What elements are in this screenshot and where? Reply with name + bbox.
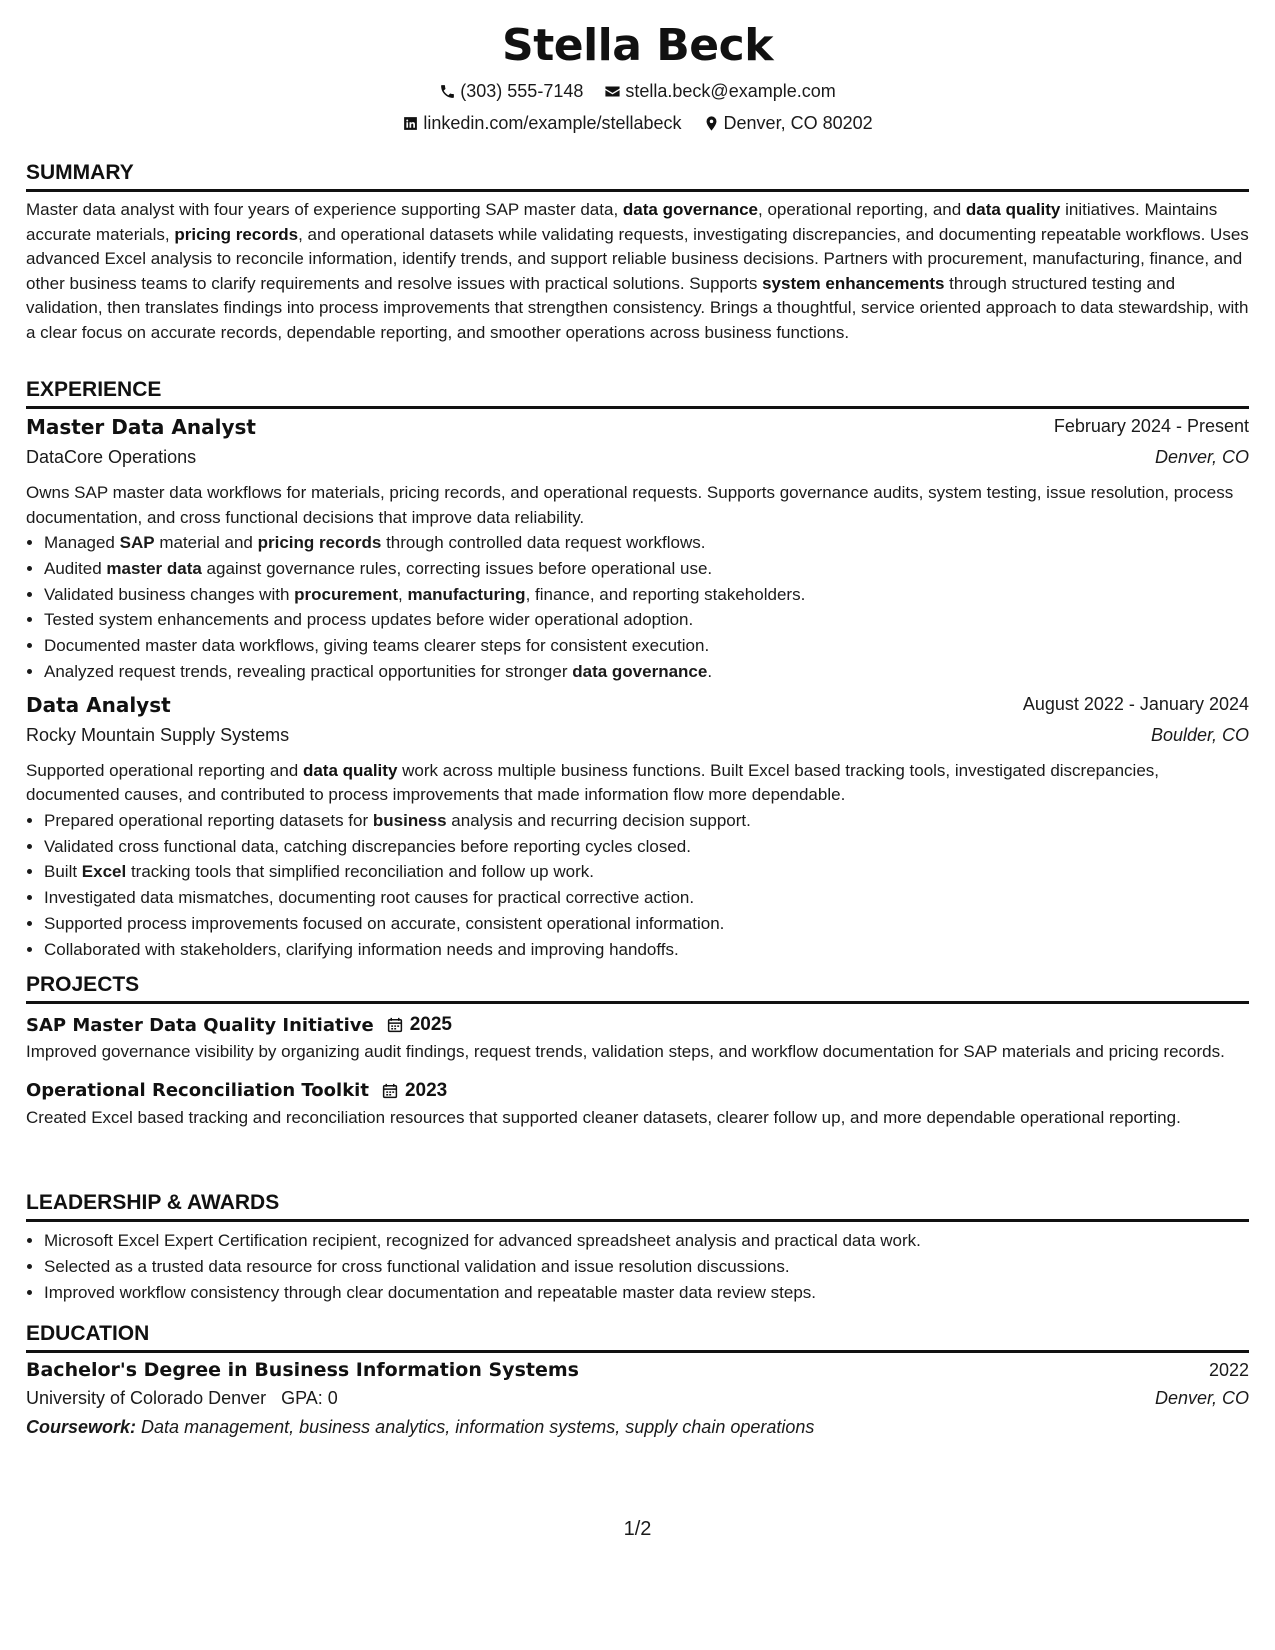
project-entry <box>26 1076 1249 1131</box>
text-segment: through controlled data request workflows. <box>381 533 706 552</box>
list-item <box>44 885 1249 911</box>
email-contact[interactable] <box>604 81 835 102</box>
section-title: EXPERIENCE <box>26 377 1249 409</box>
text-segment: tracking tools that simplified reconciliation and follow up work. <box>126 862 594 882</box>
bold-keyword: SAP <box>119 533 155 552</box>
project-entry <box>26 1010 1249 1065</box>
projects-section <box>26 972 1249 1130</box>
text-segment: material and <box>154 533 258 552</box>
text-segment: Supported operational reporting and <box>26 760 303 780</box>
job-location: Boulder, CO <box>1150 724 1249 745</box>
text-segment: Tested system enhancements and process updates before wider operational adoption. <box>44 610 694 630</box>
text-segment: against governance rules, correcting issues before operational use. <box>201 558 713 578</box>
text-segment: , operational reporting, and <box>758 200 966 219</box>
text-segment: Prepared operational reporting datasets for <box>44 810 373 830</box>
list-item <box>44 607 1249 633</box>
graduation-year: 2022 <box>1208 1360 1249 1380</box>
location-text: Denver, CO 80202 <box>723 113 873 133</box>
phone-icon <box>439 83 456 100</box>
coursework-label: Coursework: <box>26 1417 137 1437</box>
bold-keyword: pricing records <box>174 224 299 244</box>
job-description <box>26 759 1249 808</box>
map-pin-icon <box>703 115 720 132</box>
text-segment: Validated cross functional data, catching discrepancies before reporting cycles closed. <box>44 836 691 856</box>
project-year: 2023 <box>404 1079 448 1101</box>
text-segment: Investigated data mismatches, documenting root causes for practical corrective action. <box>44 888 695 908</box>
bold-keyword: system enhancements <box>762 273 945 293</box>
job-bullets <box>26 808 1249 963</box>
school-text: University of Colorado Denver <box>26 1388 267 1408</box>
phone-contact[interactable] <box>439 81 583 102</box>
list-item <box>44 859 1249 885</box>
coursework-text: Data management, business analytics, information systems, supply chain operations <box>141 1417 815 1437</box>
list-item <box>44 582 1249 608</box>
list-item <box>44 911 1249 937</box>
list-item <box>44 937 1249 963</box>
bold-keyword: manufacturing <box>407 584 526 604</box>
contact-row-1 <box>26 81 1249 105</box>
job-dates: August 2022 - January 2024 <box>1022 693 1249 714</box>
text-segment: Owns SAP master data workflows for materials, pricing records, and operational requests. Supports governance audits, system testing, issue resolution, process documentation, and cross functional decisions that improve data reliability. <box>26 483 1234 527</box>
text-segment: work across multiple business functions. Built Excel based tracking tools, investigated discrepancies, documented causes, and contributed to process improvements that made information flow more dependable. <box>26 760 1159 805</box>
project-description: Improved governance visibility by organizing audit findings, request trends, validation steps, and workflow documentation for SAP materials and pricing records. <box>26 1042 1225 1061</box>
job-entry <box>26 415 1249 685</box>
education-section <box>26 1321 1249 1438</box>
school-name <box>26 1388 338 1409</box>
text-segment: , finance, and reporting stakeholders. <box>525 584 806 604</box>
linkedin-icon <box>402 115 419 132</box>
bold-keyword: procurement <box>294 584 399 604</box>
job-bullets <box>26 530 1249 685</box>
list-item <box>44 834 1249 860</box>
school-location: Denver, CO <box>1154 1388 1249 1408</box>
section-title: SUMMARY <box>26 160 1249 192</box>
contact-row-2 <box>26 113 1249 137</box>
bold-keyword: data quality <box>302 760 398 780</box>
list-item: • Microsoft Excel Expert Certification recipient, recognized for advanced spreadsheet analysis and practical data work. <box>44 1228 1249 1254</box>
text-segment: , and operational datasets while validating requests, investigating discrepancies, and documenting repeatable workflows. Uses advanced Excel analysis to reconcile information, identify trends, and support reliable business decisions. Partners with procurement, manufacturing, finance, and other business teams to clarify requirements and resolve issues with practical solutions. Supports <box>26 224 1249 293</box>
list-item <box>44 659 1249 685</box>
text-segment: Supported process improvements focused on accurate, consistent operational information. <box>44 913 725 933</box>
location-contact <box>703 113 873 134</box>
candidate-name: Stella Beck <box>502 20 773 71</box>
linkedin-contact[interactable] <box>402 113 681 134</box>
bold-keyword: Excel <box>81 862 127 882</box>
bold-keyword: master data <box>106 558 202 578</box>
section-title: PROJECTS <box>26 972 1249 1004</box>
section-title: LEADERSHIP & AWARDS <box>26 1190 1249 1222</box>
list-item: • Selected as a trusted data resource for cross functional validation and issue resolution discussions. <box>44 1254 1249 1280</box>
text-segment: . <box>707 661 713 681</box>
job-title: Data Analyst <box>26 692 171 717</box>
phone-text: (303) 555-7148 <box>460 81 584 101</box>
text-segment: Audited <box>44 558 107 578</box>
project-description: Created Excel based tracking and reconciliation resources that supported cleaner datasets, clearer follow up, and more dependable operational reporting. <box>26 1107 1181 1127</box>
bold-keyword: data governance <box>622 200 758 219</box>
linkedin-text: linkedin.com/example/stellabeck <box>423 113 682 133</box>
calendar-icon <box>381 1082 399 1100</box>
experience-section <box>26 377 1249 963</box>
job-location: Denver, CO <box>1154 447 1249 467</box>
leadership-list <box>26 1228 1249 1305</box>
leadership-section <box>26 1190 1249 1305</box>
bold-keyword: data quality <box>965 200 1061 219</box>
text-segment: Built <box>44 862 82 882</box>
bold-keyword: data governance <box>572 661 708 681</box>
summary-section <box>26 160 1249 345</box>
project-year: 2025 <box>409 1014 452 1035</box>
text-segment: , <box>398 584 408 604</box>
job-company: Rocky Mountain Supply Systems <box>26 724 290 745</box>
project-name: SAP Master Data Quality Initiative <box>26 1014 374 1036</box>
job-description <box>26 481 1249 530</box>
list-item: • Improved workflow consistency through clear documentation and repeatable master data review steps. <box>44 1280 1249 1306</box>
job-company: DataCore Operations <box>26 447 197 467</box>
list-item <box>44 808 1249 834</box>
bold-keyword: pricing records <box>257 533 382 552</box>
calendar-icon <box>386 1016 404 1034</box>
text-segment: Analyzed request trends, revealing practical opportunities for stronger <box>44 661 573 681</box>
gpa-text: GPA: 0 <box>281 1388 338 1408</box>
list-item <box>44 530 1249 556</box>
list-item <box>44 556 1249 582</box>
coursework <box>26 1417 1249 1438</box>
text-segment: analysis and recurring decision support. <box>446 810 751 830</box>
project-name: Operational Reconciliation Toolkit <box>26 1080 369 1101</box>
bold-keyword: business <box>372 810 447 830</box>
text-segment: initiatives. Maintains accurate materials, <box>26 200 1218 244</box>
text-segment: Managed <box>44 533 120 552</box>
job-dates: February 2024 - Present <box>1053 416 1249 436</box>
envelope-icon <box>604 83 621 100</box>
text-segment: Documented master data workflows, giving teams clearer steps for consistent execution. <box>44 636 710 656</box>
section-title: EDUCATION <box>26 1321 1249 1353</box>
job-entry <box>26 693 1249 963</box>
text-segment: Master data analyst with four years of experience supporting SAP master data, <box>26 200 623 219</box>
degree-title: Bachelor's Degree in Business Information Systems <box>26 1359 579 1381</box>
list-item <box>44 633 1249 659</box>
job-title: Master Data Analyst <box>26 415 256 439</box>
summary-text <box>26 198 1249 345</box>
email-text: stella.beck@example.com <box>625 81 836 101</box>
text-segment: Collaborated with stakeholders, clarifying information needs and improving handoffs. <box>44 939 679 959</box>
text-segment: through structured testing and validation, then translates findings into process improvements that strengthen consistency. Brings a thoughtful, service oriented approach to data stewardship, with a clear focus on accurate records, dependable reporting, and smoother operations across business functions. <box>26 273 1249 342</box>
text-segment: Validated business changes with <box>44 584 295 604</box>
page-number: 1/2 <box>623 1518 652 1540</box>
